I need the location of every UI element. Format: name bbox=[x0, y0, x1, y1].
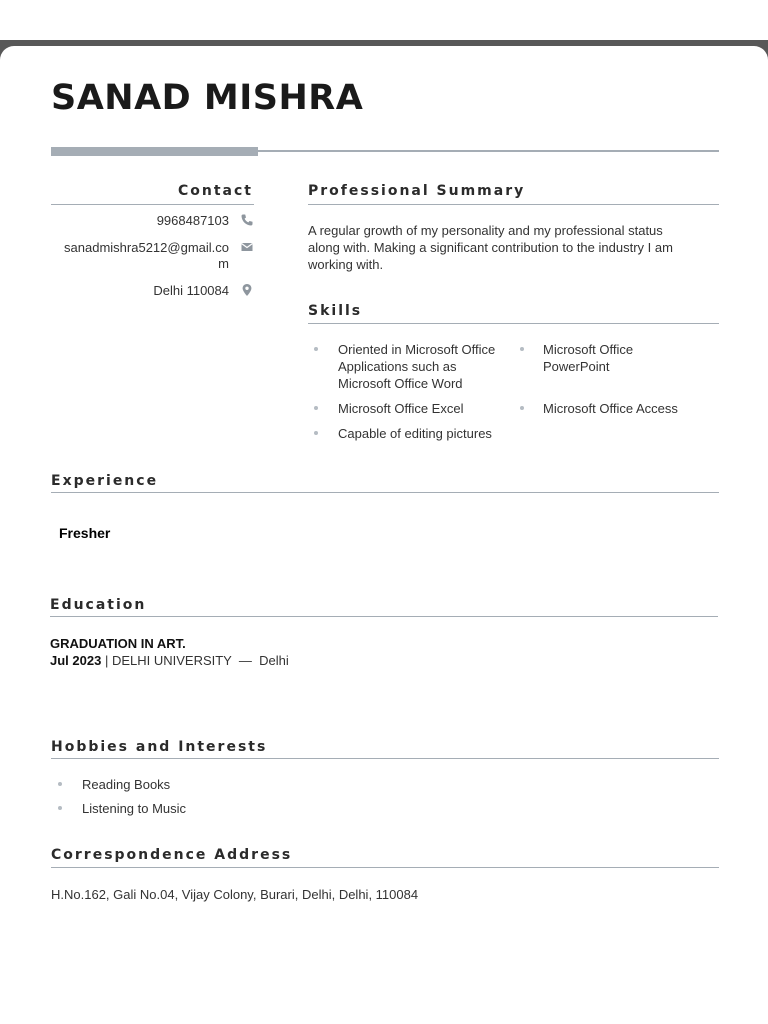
skill-item-line: Microsoft Office Access bbox=[543, 401, 678, 416]
summary-line: along with. Making a significant contribution to the industry I am bbox=[308, 240, 673, 255]
skill-item-line: PowerPoint bbox=[543, 359, 610, 374]
hobbies-heading: Hobbies and Interests bbox=[51, 739, 268, 755]
contact-phone: 9968487103 bbox=[156, 213, 229, 228]
education-separator: | bbox=[101, 653, 112, 668]
education-institution: DELHI UNIVERSITY bbox=[111, 653, 232, 668]
education-details bbox=[50, 652, 289, 669]
contact-rule bbox=[51, 204, 254, 205]
contact-heading: Contact bbox=[178, 183, 253, 199]
skills-heading: Skills bbox=[308, 303, 363, 319]
education-heading: Education bbox=[50, 597, 147, 613]
address-heading: Correspondence Address bbox=[51, 847, 293, 863]
skill-item-line: Microsoft Office bbox=[543, 342, 634, 357]
address-rule bbox=[51, 867, 719, 868]
skill-item-line: Microsoft Office Excel bbox=[338, 401, 464, 416]
bullet-icon bbox=[58, 782, 62, 786]
hobbies-rule bbox=[51, 758, 719, 759]
bullet-icon bbox=[314, 406, 318, 410]
address-text: H.No.162, Gali No.04, Vijay Colony, Burari, Delhi, Delhi, 110084 bbox=[51, 887, 419, 902]
bullet-icon bbox=[314, 347, 318, 351]
mail-icon bbox=[240, 240, 254, 254]
hobby-item: Listening to Music bbox=[82, 801, 187, 816]
skill-item-line: Oriented in Microsoft Office bbox=[338, 342, 496, 357]
summary-line: A regular growth of my personality and my professional status bbox=[308, 223, 663, 238]
bullet-icon bbox=[520, 347, 524, 351]
skill-item bbox=[338, 425, 518, 442]
header-accent-rule bbox=[51, 147, 258, 156]
candidate-name: SANAD MISHRA bbox=[51, 78, 364, 118]
summary-heading: Professional Summary bbox=[308, 183, 526, 199]
summary-text bbox=[308, 222, 719, 273]
bullet-icon bbox=[58, 806, 62, 810]
education-city: Delhi bbox=[259, 653, 289, 668]
education-date: Jul 2023 bbox=[50, 653, 102, 668]
education-degree: GRADUATION IN ART. bbox=[50, 636, 186, 651]
experience-rule bbox=[51, 492, 719, 493]
bullet-icon bbox=[520, 406, 524, 410]
skill-item bbox=[543, 341, 713, 375]
bullet-icon bbox=[314, 431, 318, 435]
experience-entry: Fresher bbox=[59, 525, 111, 541]
hobby-item: Reading Books bbox=[82, 777, 171, 792]
summary-line: working with. bbox=[308, 257, 384, 272]
contact-email-line-1: sanadmishra5212@gmail.co bbox=[64, 240, 229, 255]
education-dash: — bbox=[231, 653, 260, 668]
skill-item-line: Microsoft Office Word bbox=[338, 376, 463, 391]
skill-item-line: Applications such as bbox=[338, 359, 457, 374]
contact-location: Delhi 110084 bbox=[153, 283, 229, 298]
skill-item bbox=[338, 400, 518, 417]
skill-item bbox=[543, 400, 713, 417]
skills-rule bbox=[308, 323, 719, 324]
phone-icon bbox=[240, 213, 254, 227]
skill-item bbox=[338, 341, 518, 392]
education-rule bbox=[50, 616, 718, 617]
contact-email-line-2: m bbox=[218, 256, 229, 271]
summary-rule bbox=[308, 204, 719, 205]
skill-item-line: Capable of editing pictures bbox=[338, 426, 492, 441]
location-pin-icon bbox=[240, 283, 254, 297]
contact-email bbox=[64, 240, 229, 272]
experience-heading: Experience bbox=[51, 473, 159, 489]
